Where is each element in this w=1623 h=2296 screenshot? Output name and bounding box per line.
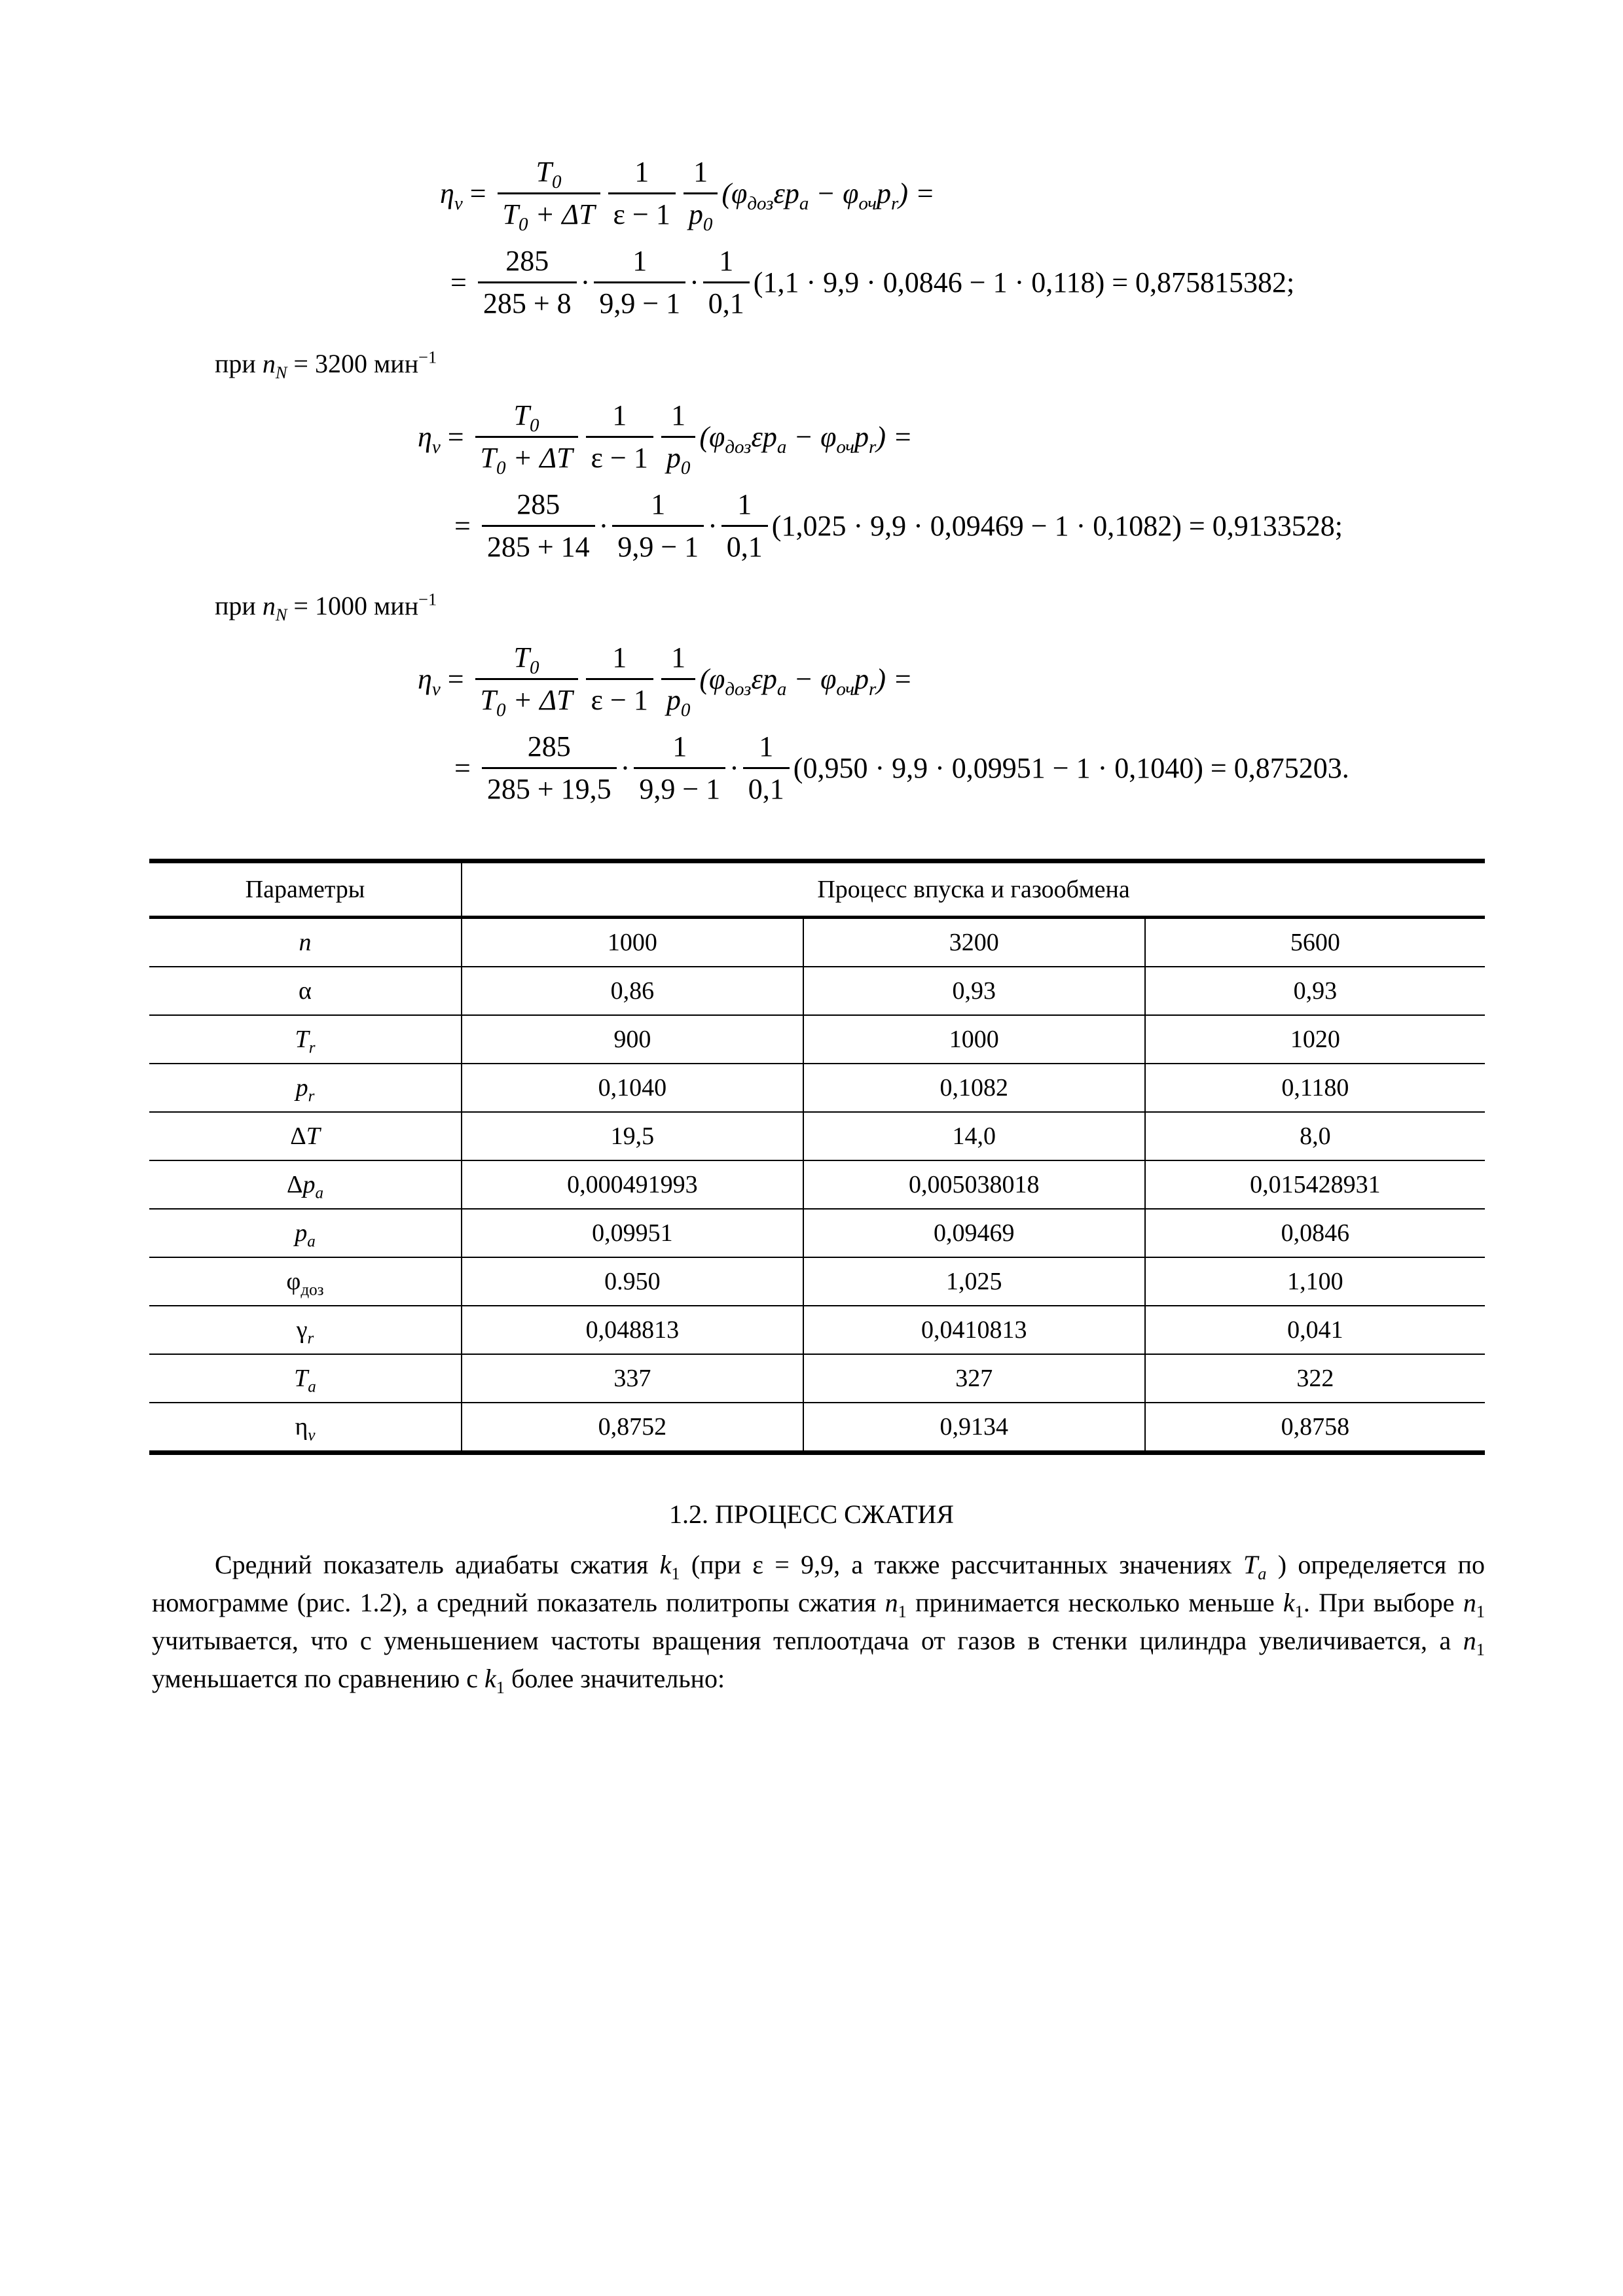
paragraph-text: Средний показатель адиабаты сжатия $k_1$ (при ε = 9,9, а также рассчитанных значениях $T_a$ ) определяется по номограмме (рис. 1.2), а средний показатель политропы сжатия $n_1$ принимается несколько меньше $k_1$. При выборе $n_1$ учитывается, что с уменьшением частоты вращения теплоотдача от газов в стенки цилиндра увеличивается, а $n_1$ уменьшается по сравнению с $k_1$ более значительно:	[152, 1550, 1486, 1697]
param-cell: $\eta_v$	[149, 1403, 462, 1453]
value-cell: 0,8752	[462, 1403, 803, 1453]
value-cell: 0,1040	[462, 1064, 803, 1112]
value-cell: 0,048813	[462, 1306, 803, 1354]
param-cell: n	[149, 918, 462, 967]
value-cell: 0,015428931	[1145, 1160, 1485, 1209]
table-row	[149, 1257, 1485, 1306]
fraction-temperature: $\frac{T_0}{T_0 + \Delta T}$	[498, 152, 600, 235]
section-paragraph	[152, 1546, 1485, 1698]
formula-2-general: $\eta_v$ = $\frac{T_0}{T_0 + \Delta T}$ 1 ε − 1 1 $p_0$ $(\varphi_{доз}\varepsilon p_a - \varphi_{оч}p_r)$ =	[418, 395, 913, 478]
value-cell: 900	[462, 1015, 803, 1064]
table-row	[149, 1354, 1485, 1403]
fraction-compression: 1 ε − 1	[608, 152, 676, 235]
value-cell: 0,86	[462, 967, 803, 1015]
fraction-pressure-values: 1 0,1	[703, 241, 750, 324]
value-cell: 0,93	[803, 967, 1145, 1015]
value-cell: 5600	[1145, 918, 1485, 967]
formula-result: (1,1 · 9,9 · 0,0846 − 1 · 0,118) = 0,875815382;	[753, 266, 1295, 298]
value-cell: 337	[462, 1354, 803, 1403]
value-cell: 0,000491993	[462, 1160, 803, 1209]
param-cell: $T_r$	[149, 1015, 462, 1064]
table-row	[149, 918, 1485, 967]
value-cell: 0.950	[462, 1257, 803, 1306]
value-cell: 1,025	[803, 1257, 1145, 1306]
condition-label-3200: при $n_N = 3200$ мин$^{-1}$	[215, 347, 437, 382]
formula-1-general: $\eta_v$ = $\frac{T_0}{T_0 + \Delta T}$ 1 ε − 1 1 $p_0$ $(\varphi_{доз}\varepsilon p_a - \varphi_{оч}p_r)$ =	[440, 152, 935, 235]
value-cell: 8,0	[1145, 1112, 1485, 1160]
value-cell: 0,09951	[462, 1209, 803, 1257]
formula-2-substituted: = $\frac{285}{285 + 14}$ · 1 9,9 − 1 · 1 0,1 (1,025 · 9,9 · 0,09469 − 1 · 0,1082) = 0,9133528;	[454, 484, 1343, 567]
formula-lhs: $\eta_v$	[440, 177, 463, 214]
value-cell: 14,0	[803, 1112, 1145, 1160]
formula-result: (1,025 · 9,9 · 0,09469 − 1 · 0,1082) = 0,9133528;	[771, 510, 1343, 542]
param-cell: $p_r$	[149, 1064, 462, 1112]
param-cell: $\varphi_{доз}$	[149, 1257, 462, 1306]
value-cell: 0,041	[1145, 1306, 1485, 1354]
value-cell: 1,100	[1145, 1257, 1485, 1306]
intake-process-table	[149, 859, 1485, 1455]
param-cell: $T_a$	[149, 1354, 462, 1403]
value-cell: 322	[1145, 1354, 1485, 1403]
fraction-pressure: 1 $p_0$	[684, 152, 718, 235]
fraction-compression-values: 1 9,9 − 1	[594, 241, 685, 324]
value-cell: 0,9134	[803, 1403, 1145, 1453]
formula-bracket: $(\varphi_{доз}\varepsilon p_a - \varphi_{оч}p_r)$ =	[721, 177, 935, 214]
value-cell: 327	[803, 1354, 1145, 1403]
table-row	[149, 1209, 1485, 1257]
fraction-temperature-values: $\frac{285}{285 + 8}$	[478, 241, 577, 324]
formula-1-substituted: = $\frac{285}{285 + 8}$ · 1 9,9 − 1 · 1 0,1 (1,1 · 9,9 · 0,0846 − 1 · 0,118) = 0,875815382;	[450, 241, 1294, 324]
section-heading: 1.2. ПРОЦЕСС СЖАТИЯ	[668, 1499, 955, 1529]
value-cell: 1000	[462, 918, 803, 967]
param-cell: $\gamma_r$	[149, 1306, 462, 1354]
value-cell: 19,5	[462, 1112, 803, 1160]
value-cell: 0,93	[1145, 967, 1485, 1015]
table-row	[149, 1160, 1485, 1209]
table-body	[149, 918, 1485, 1453]
table-row	[149, 1306, 1485, 1354]
param-cell: α	[149, 967, 462, 1015]
value-cell: 0,8758	[1145, 1403, 1485, 1453]
value-cell: 0,005038018	[803, 1160, 1145, 1209]
value-cell: 3200	[803, 918, 1145, 967]
param-cell: $p_a$	[149, 1209, 462, 1257]
formula-result: (0,950 · 9,9 · 0,09951 − 1 · 0,1040) = 0,875203.	[793, 752, 1349, 784]
header-parameters: Параметры	[149, 861, 462, 918]
table-row	[149, 1112, 1485, 1160]
param-cell: ΔT	[149, 1112, 462, 1160]
value-cell: 0,1180	[1145, 1064, 1485, 1112]
value-cell: 0,0846	[1145, 1209, 1485, 1257]
value-cell: 0,1082	[803, 1064, 1145, 1112]
table-row	[149, 1015, 1485, 1064]
header-process: Процесс впуска и газообмена	[462, 861, 1485, 918]
param-cell: $\Delta p_a$	[149, 1160, 462, 1209]
value-cell: 0,0410813	[803, 1306, 1145, 1354]
formula-3-substituted: = $\frac{285}{285 + 19,5}$ · 1 9,9 − 1 · 1 0,1 (0,950 · 9,9 · 0,09951 − 1 · 0,1040) = 0,875203.	[454, 726, 1349, 810]
value-cell: 0,09469	[803, 1209, 1145, 1257]
table-row	[149, 967, 1485, 1015]
value-cell: 1000	[803, 1015, 1145, 1064]
table-row	[149, 1064, 1485, 1112]
value-cell: 1020	[1145, 1015, 1485, 1064]
table-row	[149, 1403, 1485, 1453]
formula-3-general: $\eta_v$ = $\frac{T_0}{T_0 + \Delta T}$ 1 ε − 1 1 $p_0$ $(\varphi_{доз}\varepsilon p_a - \varphi_{оч}p_r)$ =	[418, 637, 913, 721]
condition-label-1000: при $n_N = 1000$ мин$^{-1}$	[215, 589, 437, 624]
